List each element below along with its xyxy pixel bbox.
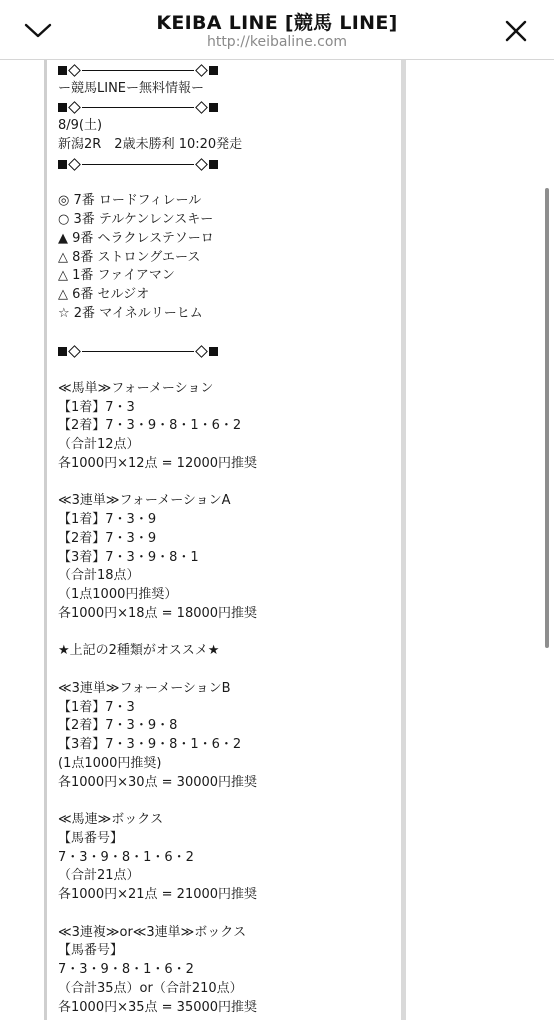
text-line: 【3着】7・3・9・8・1・6・2 (58, 737, 242, 752)
separator-line (58, 155, 388, 174)
separator-line (58, 99, 388, 118)
blank-line (58, 324, 388, 343)
text-line: （合計12点） (58, 437, 140, 452)
separator-line (58, 61, 388, 80)
text-line: （1点1000円推奨） (58, 587, 178, 602)
text-line: （合計21点） (58, 868, 140, 884)
text-line: 【3着】7・3・9・8・1 (58, 549, 199, 565)
text-line: (1点1000円推奨) (58, 755, 162, 771)
text-line: 【1着】7・3 (58, 699, 135, 715)
message-body (58, 61, 388, 1017)
scrollbar[interactable] (545, 188, 549, 648)
text-line: ▲ 9番 ヘラクレステソーロ (58, 230, 214, 246)
blank-line (58, 361, 388, 380)
text-line: 【2着】7・3・9・8 (58, 718, 178, 734)
left-border (44, 60, 47, 1020)
text-line: △ 1番 ファイアマン (58, 268, 175, 284)
text-line: 各1000円×18点 = 18000円推奨 (58, 605, 258, 621)
text-line: ≪3連単≫フォーメーションB (58, 680, 231, 696)
page-title: KEIBA LINE [競馬 LINE] (156, 12, 398, 34)
text-line: 【2着】7・3・9・8・1・6・2 (58, 418, 242, 434)
blank-line (58, 624, 388, 643)
right-border (401, 60, 406, 1020)
page-url: http://keibaline.com (206, 34, 348, 50)
text-line: （合計18点） (58, 568, 140, 584)
text-line: △ 6番 セルジオ (58, 287, 150, 302)
web-content[interactable] (0, 60, 554, 1020)
blank-line (58, 661, 388, 680)
text-line: ○ 3番 テルケンレンスキー (58, 212, 214, 227)
text-line: ≪馬単≫フォーメーション (58, 380, 214, 396)
top-bar (0, 0, 554, 60)
text-line: 【馬番号】 (58, 830, 124, 846)
text-line: 各1000円×35点 = 35000円推奨 (58, 999, 258, 1015)
blank-line (58, 792, 388, 811)
text-line: 【馬番号】 (58, 943, 124, 959)
text-line: 8/9(土) (58, 118, 103, 134)
separator-line (58, 342, 388, 361)
text-line: 各1000円×12点 = 12000円推奨 (58, 455, 258, 471)
text-line: ≪3連複≫or≪3連単≫ボックス (58, 924, 247, 940)
text-line: ≪3連単≫フォーメーションA (58, 493, 231, 509)
text-line: （合計35点）or（合計210点） (58, 980, 243, 996)
text-line: 7・3・9・8・1・6・2 (58, 849, 194, 865)
close-icon[interactable] (503, 18, 529, 44)
text-line: 【1着】7・3・9 (58, 512, 157, 527)
text-line: 新潟2R 2歳未勝利 10:20発走 (58, 137, 243, 152)
text-line: 各1000円×21点 = 21000円推奨 (58, 887, 258, 902)
text-line: ★上記の2種類がオススメ★ (58, 643, 220, 659)
text-line: ≪馬連≫ボックス (58, 812, 164, 827)
text-line: 【1着】7・3 (58, 399, 135, 415)
blank-line (58, 474, 388, 493)
text-line: ☆ 2番 マイネルリーヒム (58, 305, 203, 321)
text-line: ◎ 7番 ロードフィレール (58, 193, 202, 209)
blank-line (58, 174, 388, 193)
text-line: 7・3・9・8・1・6・2 (58, 962, 194, 977)
text-line: 各1000円×30点 = 30000円推奨 (58, 774, 258, 790)
text-line: △ 8番 ストロングエース (58, 249, 201, 265)
text-line: 【2着】7・3・9 (58, 530, 157, 546)
text-line: ー競馬LINEー無料情報ー (58, 80, 205, 96)
blank-line (58, 905, 388, 924)
